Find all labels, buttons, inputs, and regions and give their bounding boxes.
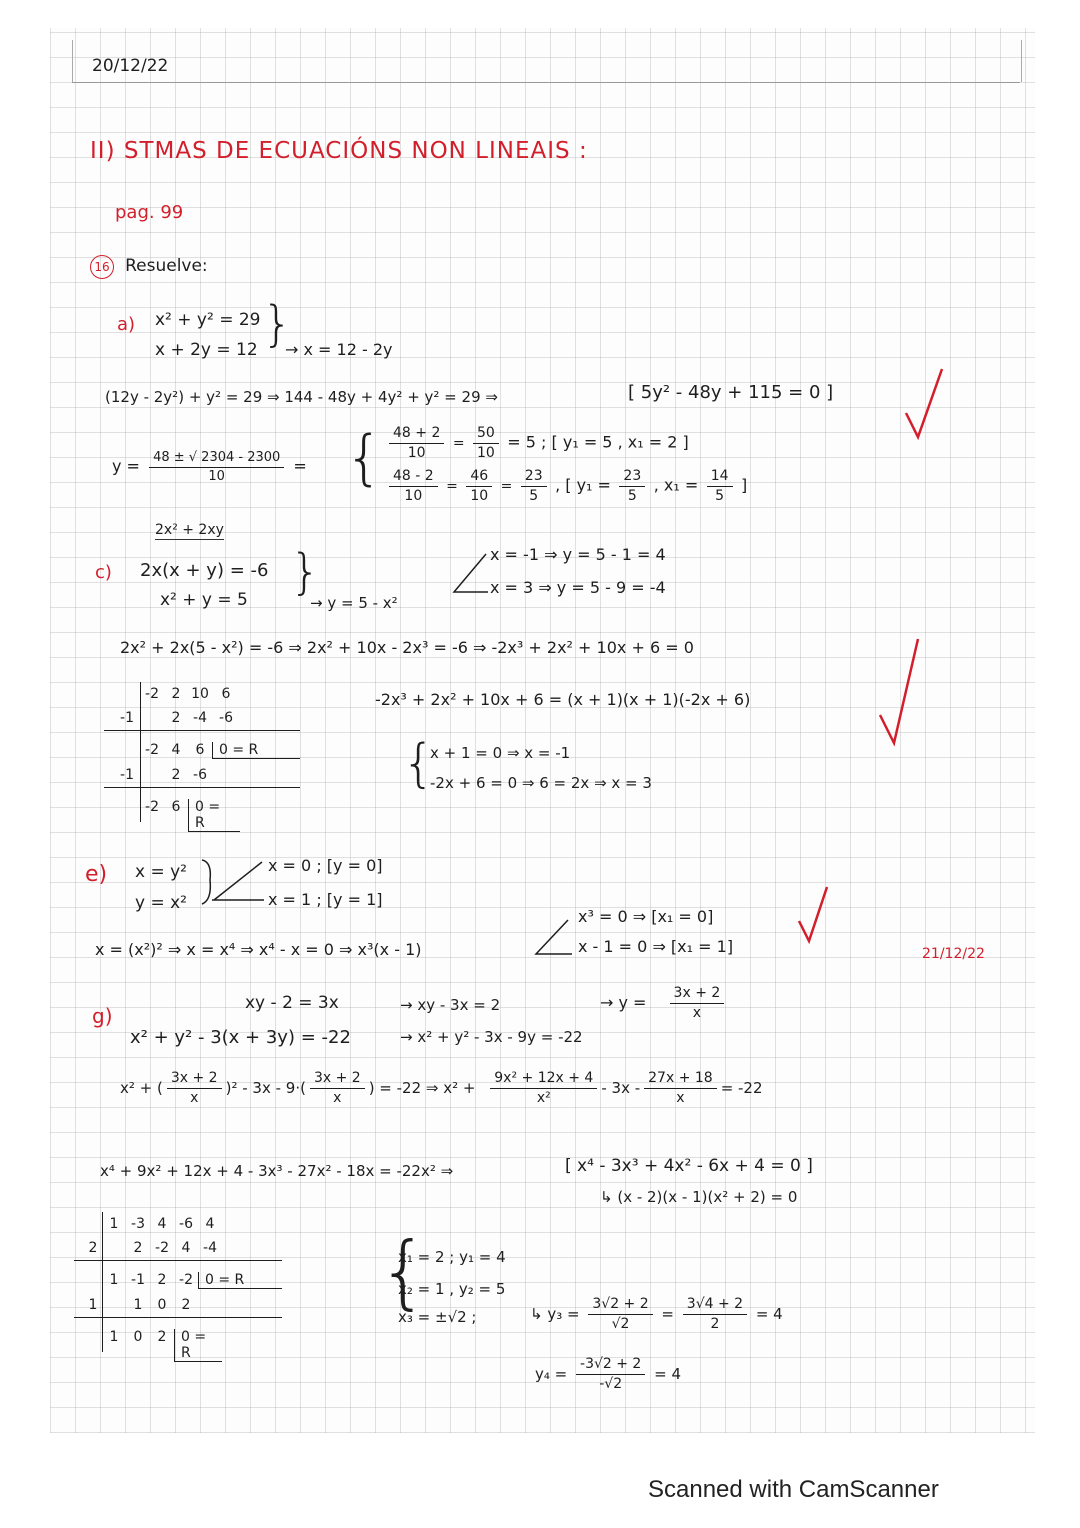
brace: { (345, 423, 384, 493)
equals: = (293, 456, 307, 476)
cell: 1 (109, 1272, 119, 1288)
cell: -4 (203, 1240, 217, 1256)
cell: 2 (171, 710, 181, 726)
cell: -2 (145, 799, 159, 815)
cell: 0 (133, 1329, 143, 1345)
cell (140, 767, 164, 783)
cell: 2 (171, 686, 181, 702)
cell (114, 686, 140, 702)
cell: -4 (193, 710, 207, 726)
text: = -22 (720, 1078, 763, 1097)
e-line1: x = (x²)² ⇒ x = x⁴ ⇒ x⁴ - x = 0 ⇒ x³(x - 1) (95, 940, 422, 959)
remainder: 0 = R (188, 799, 240, 832)
c-ruffini-table (114, 686, 300, 832)
denominator: 10 (404, 487, 423, 504)
equals: = (500, 478, 513, 495)
brace: { (378, 1225, 429, 1318)
g-y-expr (600, 985, 728, 1022)
g-y4 (535, 1356, 681, 1393)
text: - 3x - (601, 1078, 641, 1097)
e-sol1: x = 0 ; [y = 0] (268, 856, 383, 875)
g-sol2: x₂ = 1 , y₂ = 5 (398, 1280, 506, 1298)
cell: -6 (193, 767, 207, 783)
y-label: , [ y₁ = (555, 475, 611, 495)
branch-arrows-icon (450, 552, 490, 596)
e-eq1: x = y² (135, 862, 187, 882)
cell (84, 1272, 102, 1289)
brace: } (290, 544, 321, 600)
exercise-header (90, 255, 208, 279)
exercise-instruction: Resuelve: (125, 256, 208, 276)
cell: 6 (195, 742, 205, 758)
cell (84, 1329, 102, 1362)
cell: -1 (120, 767, 134, 783)
cell (114, 742, 140, 759)
denominator: x (333, 1089, 342, 1106)
remainder: 0 = R (212, 742, 300, 759)
g-sol1: x₁ = 2 ; y₁ = 4 (398, 1248, 506, 1266)
denominator: x² (536, 1089, 551, 1106)
cell: 6 (221, 686, 231, 702)
numerator: 9x² + 12x + 4 (490, 1070, 597, 1089)
a-subst: → x = 12 - 2y (285, 340, 393, 359)
e-branch1: x³ = 0 ⇒ [x₁ = 0] (578, 907, 714, 926)
c-eq1: 2x(x + y) = -6 (140, 560, 269, 581)
g-eq2b: → x² + y² - 3x - 9y = -22 (400, 1028, 583, 1046)
equals: = (452, 435, 465, 452)
cell: 1 (109, 1329, 119, 1345)
brace: { (402, 734, 436, 794)
c-line1: 2x² + 2x(5 - x²) = -6 ⇒ 2x² + 10x - 2x³ = -6 ⇒ -2x³ + 2x² + 10x + 6 = 0 (120, 638, 694, 657)
cell: 2 (171, 767, 181, 783)
c-eq2: x² + y = 5 (160, 590, 248, 610)
header-box (72, 40, 1022, 82)
text: ) = -22 ⇒ x² + (368, 1078, 476, 1097)
a-y-formula (112, 450, 307, 484)
cell: -1 (131, 1272, 145, 1288)
e-eq2: y = x² (135, 893, 187, 913)
denominator: 10 (470, 487, 489, 504)
cell: 1 (109, 1216, 119, 1232)
result: = 4 (654, 1364, 682, 1383)
ruffini-rule (74, 1317, 282, 1318)
numerator: 27x + 18 (644, 1070, 717, 1089)
ruffini-rule (104, 787, 300, 788)
denominator: x (190, 1089, 199, 1106)
brace: } (262, 296, 293, 352)
denominator: 10 (208, 468, 225, 484)
part-g-label: g) (92, 1004, 113, 1028)
remainder: 0 = R (198, 1272, 282, 1289)
numerator: 3x + 2 (310, 1070, 365, 1089)
a-line1: (12y - 2y²) + y² = 29 ⇒ 144 - 48y + 4y² + y² = 29 ⇒ (105, 388, 498, 406)
date-2: 21/12/22 (922, 946, 985, 962)
denominator: 5 (627, 487, 637, 504)
denominator: 2 (710, 1315, 720, 1332)
checkmark-icon (795, 885, 835, 947)
scanner-watermark: Scanned with CamScanner (648, 1476, 939, 1503)
a-eq2: x + 2y = 12 (155, 340, 258, 360)
cell: 4 (181, 1240, 191, 1256)
numerator: 48 ± √ 2304 - 2300 (149, 450, 284, 468)
ruffini-rule (104, 730, 300, 731)
numerator: 3√2 + 2 (588, 1296, 652, 1315)
x-label: , x₁ = (653, 475, 699, 495)
g-factor: ↳ (x - 2)(x - 1)(x² + 2) = 0 (600, 1188, 798, 1206)
date: 20/12/22 (92, 56, 169, 76)
part-c-label: c) (95, 562, 112, 583)
cell: 2 (181, 1297, 191, 1313)
g-line2 (120, 1070, 763, 1107)
cell: 1 (88, 1297, 98, 1313)
exercise-number: 16 (90, 255, 114, 279)
cell: 2 (157, 1329, 167, 1345)
result: = 4 (755, 1304, 783, 1323)
numerator: 46 (466, 468, 492, 487)
numerator: 14 (707, 468, 733, 487)
c-sys1: x + 1 = 0 ⇒ x = -1 (430, 744, 571, 762)
e-sol2: x = 1 ; [y = 1] (268, 890, 383, 909)
cell (84, 1216, 102, 1232)
cell: 1 (133, 1297, 143, 1313)
g-sol3: x₃ = ±√2 ; (398, 1308, 477, 1326)
numerator: 48 - 2 (389, 468, 438, 487)
numerator: 3√4 + 2 (683, 1296, 747, 1315)
cell: -3 (131, 1216, 145, 1232)
numerator: 23 (521, 468, 547, 487)
cell (102, 1240, 126, 1256)
cell (102, 1297, 126, 1313)
page-title: II) STMAS DE ECUACIÓNS NON LINEAIS : (90, 138, 588, 164)
g-eq1: xy - 2 = 3x (245, 993, 339, 1013)
root1-result: = 5 ; [ y₁ = 5 , x₁ = 2 ] (507, 432, 689, 452)
header-rule (72, 82, 1020, 83)
text: x² + ( (120, 1078, 163, 1097)
cell: -6 (179, 1216, 193, 1232)
label: ↳ y₃ = (530, 1304, 580, 1323)
c-branch1: x = -1 ⇒ y = 5 - 1 = 4 (490, 545, 666, 564)
brace-arrows-icon (200, 856, 268, 908)
numerator: 48 + 2 (389, 425, 444, 444)
c-sys2: -2x + 6 = 0 ⇒ 6 = 2x ⇒ x = 3 (430, 774, 652, 792)
denominator: 10 (407, 444, 426, 461)
e-branch2: x - 1 = 0 ⇒ [x₁ = 1] (578, 937, 734, 956)
cell: 4 (171, 742, 181, 758)
g-eq2: x² + y² - 3(x + 3y) = -22 (130, 1027, 351, 1048)
cell: -2 (145, 686, 159, 702)
g-quartic: [ x⁴ - 3x³ + 4x² - 6x + 4 = 0 ] (565, 1156, 813, 1176)
page-ref: pag. 99 (115, 202, 184, 223)
numerator: 3x + 2 (167, 1070, 222, 1089)
denominator: x (692, 1004, 702, 1021)
g-y3 (530, 1296, 783, 1333)
denominator: 5 (529, 487, 539, 504)
cell: 4 (157, 1216, 167, 1232)
c-subst: → y = 5 - x² (310, 594, 398, 612)
label: y₄ = (535, 1364, 568, 1383)
cell: 0 (157, 1297, 167, 1313)
cell: -2 (155, 1240, 169, 1256)
cell (140, 710, 164, 726)
part-a-label: a) (117, 314, 136, 335)
cell: 2 (133, 1240, 143, 1256)
checkmark-icon (872, 635, 922, 750)
numerator: 23 (619, 468, 645, 487)
ruffini-rule (74, 1260, 282, 1261)
label: y = (112, 456, 140, 476)
cell: 2 (157, 1272, 167, 1288)
remainder: 0 = R (174, 1329, 222, 1362)
cell: -1 (120, 710, 134, 726)
g-eq1b: → xy - 3x = 2 (400, 996, 501, 1014)
checkmark-icon (898, 365, 948, 445)
c-annotation: 2x² + 2xy (155, 522, 224, 538)
label: → y = (600, 992, 647, 1012)
numerator: 50 (473, 425, 499, 444)
cell: -6 (219, 710, 233, 726)
denominator: -√2 (599, 1375, 623, 1392)
cell: 6 (171, 799, 181, 815)
part-e-label: e) (85, 862, 108, 887)
cell: 10 (191, 686, 209, 702)
numerator: 3x + 2 (670, 985, 725, 1004)
numerator: -3√2 + 2 (576, 1356, 645, 1375)
cell: 2 (88, 1240, 98, 1256)
a-eq1: x² + y² = 29 (155, 310, 261, 330)
g-line3: x⁴ + 9x² + 12x + 4 - 3x³ - 27x² - 18x = -22x² ⇒ (100, 1162, 454, 1180)
denominator: 10 (477, 444, 495, 461)
a-root1 (385, 425, 689, 462)
g-ruffini-table (84, 1216, 282, 1362)
cell: -2 (179, 1272, 193, 1288)
cell: 4 (205, 1216, 215, 1232)
a-root2 (385, 468, 747, 505)
cell: -2 (145, 742, 159, 758)
c-factor: -2x³ + 2x² + 10x + 6 = (x + 1)(x + 1)(-2x + 6) (375, 690, 751, 709)
denominator: √2 (611, 1315, 630, 1332)
branch-arrows-icon (532, 918, 576, 960)
equals: = (661, 1304, 674, 1323)
a-quadratic: [ 5y² - 48y + 115 = 0 ] (628, 382, 834, 403)
denominator: x (676, 1089, 685, 1106)
text: )² - 3x - 9·( (225, 1078, 306, 1097)
cell (114, 799, 140, 832)
bracket: ] (740, 475, 748, 495)
c-branch2: x = 3 ⇒ y = 5 - 9 = -4 (490, 578, 666, 597)
denominator: 5 (715, 487, 725, 504)
equals: = (446, 478, 458, 495)
